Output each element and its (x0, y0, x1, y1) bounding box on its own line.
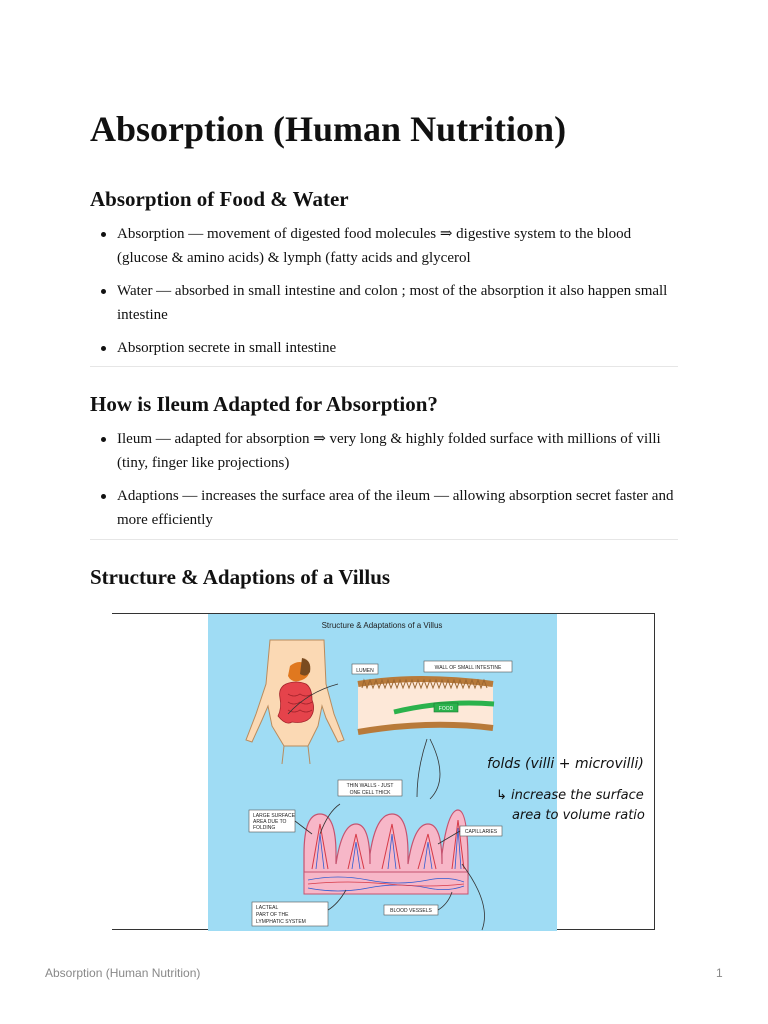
diagram-title: Structure & Adaptations of a Villus (321, 621, 443, 630)
section-heading-villus: Structure & Adaptions of a Villus (90, 565, 391, 589)
lumen-label: LUMEN (356, 668, 374, 674)
list-item: Adaptions — increases the surface area of the ileum — allowing absorption secret faster and more efficiently (117, 484, 680, 532)
list-item: Ileum — adapted for absorption ⇒ very long & highly folded surface with millions of villi (tiny, finger like projections) (117, 427, 680, 475)
list-item: Absorption secrete in small intestine (117, 336, 680, 360)
footer-title: Absorption (Human Nutrition) (45, 966, 201, 980)
capillaries-label: CAPILLARIES (464, 829, 498, 835)
page-title: Absorption (Human Nutrition) (90, 109, 567, 149)
section-divider (90, 539, 678, 540)
list-item: Absorption — movement of digested food molecules ⇒ digestive system to the blood (glucose & amino acids) & lymph (fatty acids and glycerol (117, 222, 680, 270)
wall-label: WALL OF SMALL INTESTINE (434, 665, 502, 671)
bullet-list-ileum (90, 427, 680, 541)
bullet-list-absorption (90, 222, 680, 369)
large-surface-label-3: FOLDING (253, 825, 276, 831)
villus-figure (112, 613, 655, 930)
page-number: 1 (716, 966, 723, 980)
large-surface-label-1: LARGE SURFACE (253, 813, 295, 819)
thin-walls-label-1: THIN WALLS - JUST (346, 783, 394, 789)
lacteal-label-2: PART OF THE (256, 912, 289, 918)
thin-walls-label-2: ONE CELL THICK (349, 790, 391, 796)
intestine-wall-icon (358, 679, 494, 732)
section-heading-ileum: How is Ileum Adapted for Absorption? (90, 392, 438, 416)
lacteal-label-3: LYMPHATIC SYSTEM (256, 919, 306, 925)
handwritten-note-2: ↳ increase the surface (496, 788, 644, 803)
handwritten-note-3: area to volume ratio (512, 808, 645, 823)
handwritten-note-1: folds (villi + microvilli) (487, 756, 644, 772)
section-heading-absorption: Absorption of Food & Water (90, 187, 349, 211)
blood-vessels-label: BLOOD VESSELS (390, 908, 432, 914)
villus-diagram (112, 614, 655, 931)
large-surface-label-2: AREA DUE TO (253, 819, 287, 825)
food-label: FOOD (438, 706, 454, 712)
lacteal-label-1: LACTEAL (256, 905, 279, 911)
list-item: Water — absorbed in small intestine and colon ; most of the absorption it also happen small intestine (117, 279, 680, 327)
section-divider (90, 366, 678, 367)
